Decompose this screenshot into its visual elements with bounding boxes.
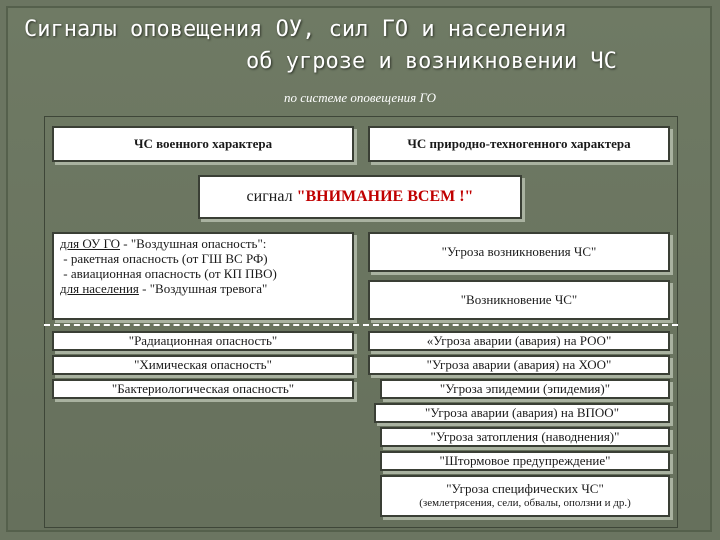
left-list-item: "Бактериологическая опасность" xyxy=(52,379,354,399)
right-list-item: "Угроза аварии (авария) на ВПОО" xyxy=(374,403,670,423)
natural-occurrence-box: "Возникновение ЧС" xyxy=(368,280,670,320)
subtitle: по системе оповещения ГО xyxy=(283,90,437,105)
left-list-item: "Химическая опасность" xyxy=(52,355,354,375)
right-list-item: "Штормовое предупреждение" xyxy=(380,451,670,471)
right-list-item: "Угроза эпидемии (эпидемия)" xyxy=(380,379,670,399)
specific-emergencies-box xyxy=(380,475,670,517)
military-aviation-danger: - авиационная опасность (от КП ПВО) xyxy=(63,265,277,281)
left-list-item: "Радиационная опасность" xyxy=(52,331,354,351)
title-line-2: об угрозе и возникновении ЧС xyxy=(246,49,617,74)
header-natural: ЧС природно-техногенного характера xyxy=(368,126,670,162)
military-signals-box xyxy=(52,232,354,320)
military-population-label: для населения xyxy=(60,280,139,296)
slide-title xyxy=(20,14,700,78)
signal-text: "ВНИМАНИЕ ВСЕМ !" xyxy=(296,187,474,205)
right-list-item: «Угроза аварии (авария) на РОО" xyxy=(368,331,670,351)
dashed-separator xyxy=(44,324,678,326)
military-air-danger: - "Воздушная опасность": xyxy=(120,236,267,251)
military-ou-go-label: для ОУ ГО xyxy=(60,236,121,251)
right-list-item: "Угроза аварии (авария) на ХОО" xyxy=(368,355,670,375)
natural-threat-box: "Угроза возникновения ЧС" xyxy=(368,232,670,272)
title-line-1: Сигналы оповещения ОУ, сил ГО и населения xyxy=(24,17,568,42)
specific-note: (землетрясения, сели, обвалы, оползни и др.) xyxy=(419,497,631,510)
header-military: ЧС военного характера xyxy=(52,126,354,162)
military-missile-danger: - ракетная опасность (от ГШ ВС РФ) xyxy=(63,250,268,266)
specific-title: "Угроза специфических ЧС" xyxy=(446,481,604,497)
signal-prefix: сигнал xyxy=(246,187,293,205)
military-air-alarm: - "Воздушная тревога" xyxy=(138,280,268,296)
right-list-item: "Угроза затопления (наводнения)" xyxy=(380,427,670,447)
signal-box xyxy=(198,175,522,219)
